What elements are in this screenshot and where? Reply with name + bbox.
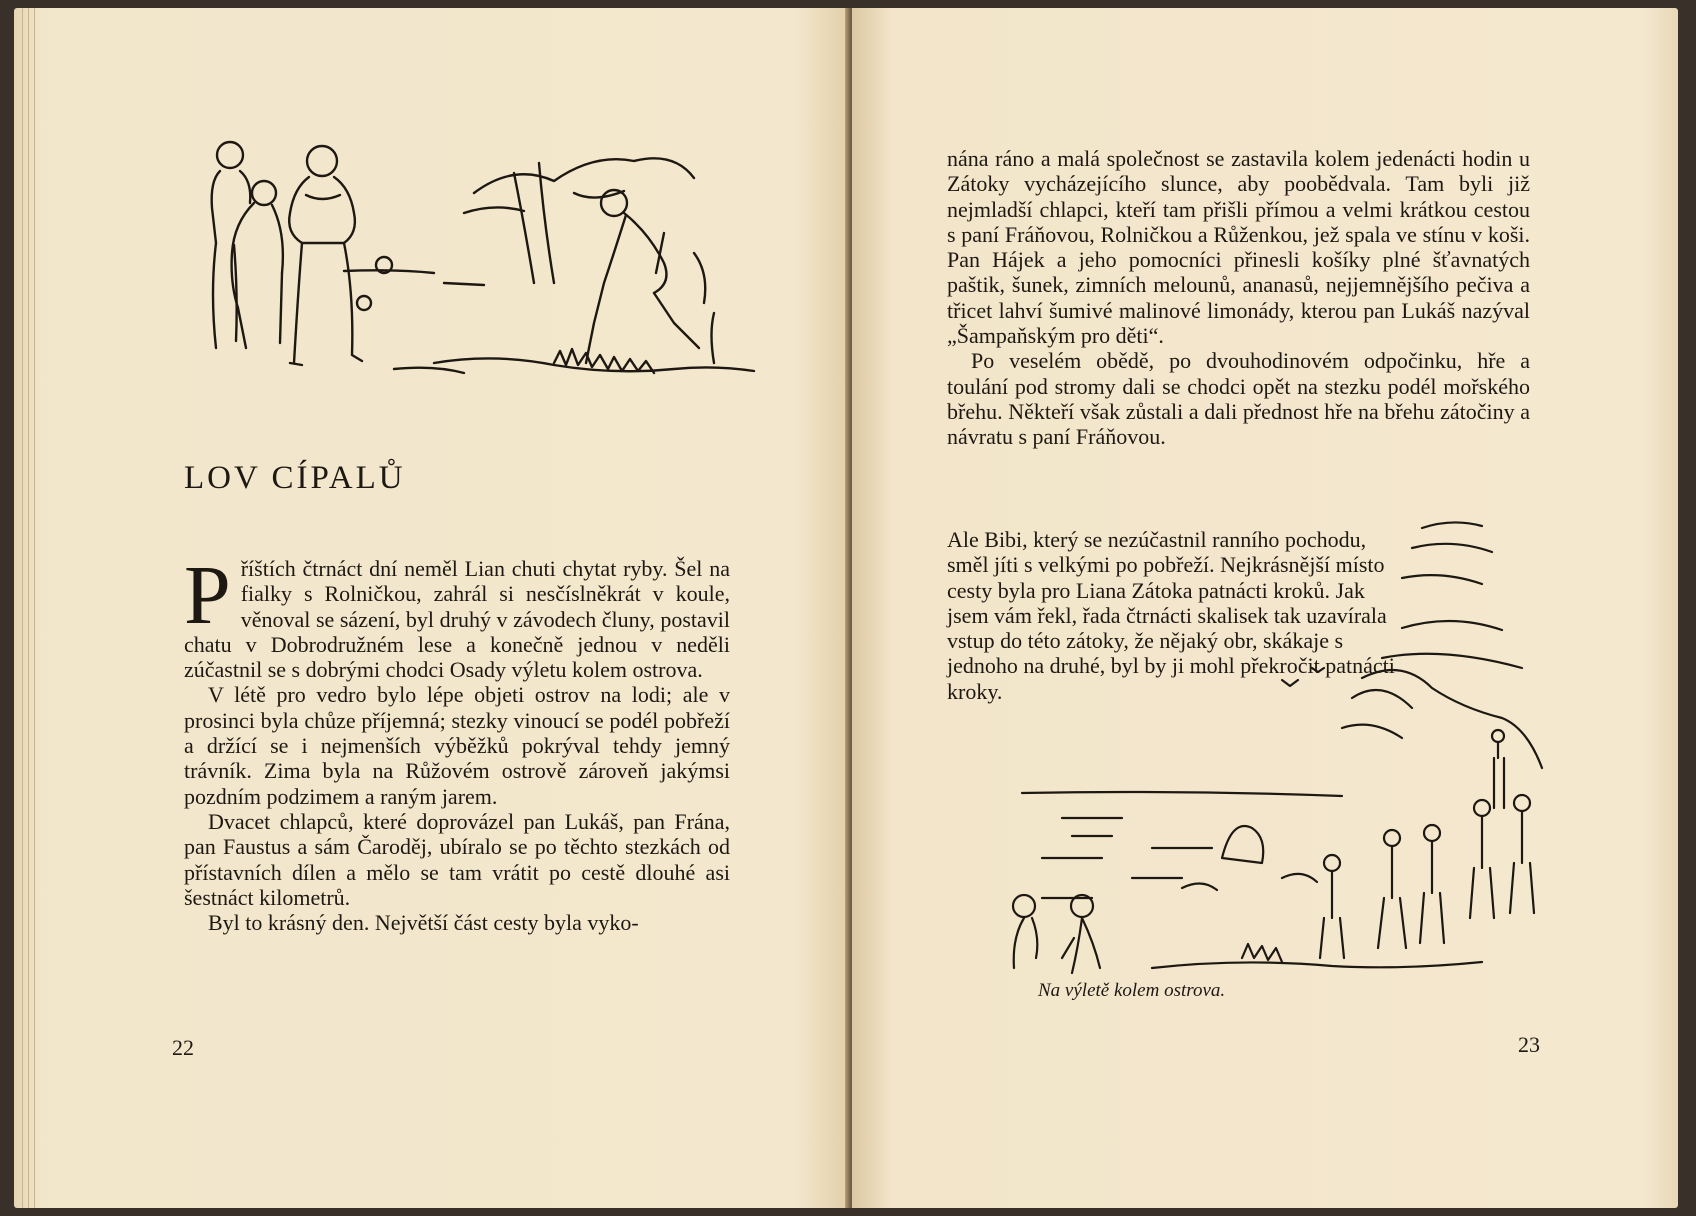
coast-hike-illustration xyxy=(982,518,1552,978)
page-edge xyxy=(22,8,23,1208)
left-body-text xyxy=(184,549,730,936)
left-page xyxy=(14,8,850,1208)
right-page xyxy=(852,8,1678,1208)
page-edge xyxy=(28,8,29,1208)
boys-playing-boules-illustration xyxy=(194,133,774,403)
chapter-title: LOV CÍPALŮ xyxy=(184,460,406,496)
paragraph: V létě pro vedro bylo lépe objeti ostrov na lodi; ale v prosinci byla chůze příjemná; stezky vinoucí se podél pobřeží a držící se i nejmenších výběžků pokrýval tehdy jemný trávník. Zima byla na Růžovém ostrově zároveň jakýmsi pozdním podzimem a raným jarem. xyxy=(184,682,730,809)
paragraph: Dvacet chlapců, které doprovázel pan Lukáš, pan Frána, pan Faustus a sám Čaroděj, ubíralo se po těchto stezkách od přístavních dílen a mělo se tam vrátit po cestě dlouhé asi šestnáct kilometrů. xyxy=(184,808,730,910)
opening-paragraph xyxy=(184,549,730,683)
page-edge xyxy=(34,8,35,1208)
page-number-left: 22 xyxy=(172,1035,194,1060)
illustration-caption: Na výletě kolem ostrova. xyxy=(1038,980,1226,1001)
paragraph: Byl to krásný den. Největší část cesty byla vyko- xyxy=(208,910,639,936)
opening-paragraph-text: říštích čtrnáct dní neměl Lian chuti chytat ryby. Šel na fialky s Rolničkou, zahrál si nesčíslněkrát v koule, věnoval se sázení, byl druhý v závodech čluny, postavil chatu v Dobrodružném lese a konečně jednou v neděli zúčastnil se s dobrými chodci Osady výletu kolem ostrova. xyxy=(184,556,730,683)
dropcap: P xyxy=(184,549,231,642)
right-body-text xyxy=(947,146,1530,450)
wrapped-paragraph: Ale Bibi, který se nezúčastnil ranního pochodu, směl jíti s velkými po pobřeží. Nejkrásnější místo cesty byla pro Liana Zátoka patnácti kroků. Jak jsem vám řekl, řada čtrnácti skalisek tak uzavírala vstup do této zátoky, že nějaký obr, skákaje s jednoho na druhé, byl by ji mohl překročit patnácti kroky. xyxy=(947,527,1395,704)
paragraph: Po veselém obědě, po dvouhodinovém odpočinku, hře a toulání pod stromy dali se chodci opět na stezku podél mořského břehu. Někteří však zůstali a dali přednost hře na břehu zátočiny a návratu s paní Fráňovou. xyxy=(947,348,1530,450)
paragraph: nána ráno a malá společnost se zastavila kolem jedenácti hodin u Zátoky vycházejícího slunce, aby poobědvala. Tam byli již nejmladší chlapci, kteří tam přišli přímou a velmi krátkou cestou s paní Fráňovou, Rolničkou a Růženkou, jež spala ve stínu v koši. Pan Hájek a jeho pomocníci přinesli košíky plné šťavnatých paštik, šunek, zimních melounů, ananasů, nejjemnějšího pečiva a třicet lahví šumivé malinové limonády, kterou pan Lukáš nazýval „Šampaňským pro děti“. xyxy=(947,146,1530,349)
page-number-right: 23 xyxy=(1518,1032,1540,1057)
